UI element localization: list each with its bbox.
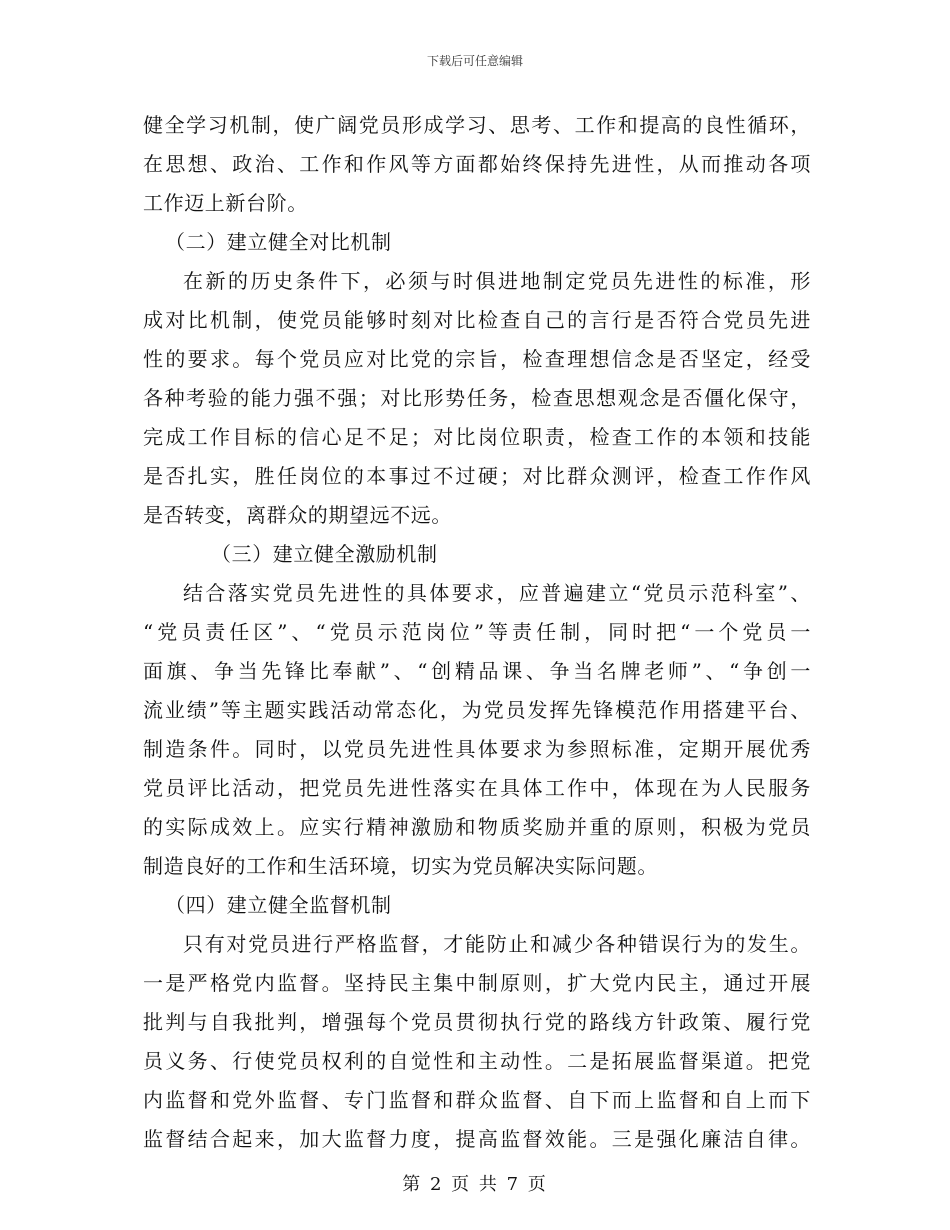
- text-line: 健全学习机制，使广阔党员形成学习、思考、工作和提高的良性循环，: [143, 113, 811, 137]
- section-heading: （二）建立健全对比机制: [165, 230, 392, 254]
- text-line: 完成工作目标的信心足不足；对比岗位职责，检查工作的本领和技能: [143, 425, 811, 449]
- text-line: 性的要求。每个党员应对比党的宗旨，检查理想信念是否坚定，经受: [143, 347, 811, 371]
- text-line: 监督结合起来，加大监督力度，提高监督效能。三是强化廉洁自律。: [143, 1127, 811, 1151]
- text-line: 批判与自我批判，增强每个党员贯彻执行党的路线方针政策、履行党: [143, 1010, 811, 1034]
- paragraph: [143, 262, 811, 535]
- text-line: 是否扎实，胜任岗位的本事过不过硬；对比群众测评，检查工作作风: [143, 464, 811, 488]
- text-line: 党员评比活动，把党员先进性落实在具体工作中，体现在为人民服务: [143, 776, 811, 800]
- text-line: 是否转变，离群众的期望远不远。: [143, 503, 452, 527]
- text-line: 面旗、争当先锋比奉献”、“创精品课、争当名牌老师”、“争创一: [143, 659, 811, 683]
- text-line: 各种考验的能力强不强；对比形势任务，检查思想观念是否僵化保守，: [143, 386, 811, 410]
- paragraph: [143, 925, 811, 1159]
- text-line: 流业绩”等主题实践活动常态化，为党员发挥先锋模范作用搭建平台、: [143, 698, 811, 722]
- section-heading: （三）建立健全激励机制: [211, 542, 438, 566]
- text-line: 在思想、政治、工作和作风等方面都始终保持先进性，从而推动各项: [143, 152, 811, 176]
- text-line: 员义务、行使党员权利的自觉性和主动性。二是拓展监督渠道。把党: [143, 1049, 811, 1073]
- text-line: 制造良好的工作和生活环境，切实为党员解决实际问题。: [143, 854, 658, 878]
- text-line: 成对比机制，使党员能够时刻对比检查自己的言行是否符合党员先进: [143, 308, 811, 332]
- text-line: 的实际成效上。应实行精神激励和物质奖励并重的原则，积极为党员: [143, 815, 811, 839]
- text-line: 制造条件。同时，以党员先进性具体要求为参照标准，定期开展优秀: [143, 737, 811, 761]
- paragraph: [143, 106, 811, 223]
- text-line: “党员责任区”、“党员示范岗位”等责任制，同时把“一个党员一: [143, 620, 811, 644]
- text-line: 结合落实党员先进性的具体要求，应普遍建立“党员示范科室”、: [183, 581, 811, 605]
- text-line: 在新的历史条件下，必须与时俱进地制定党员先进性的标准，形: [183, 269, 811, 293]
- page-number: 第 2 页 共 7 页: [402, 1174, 548, 1195]
- document-body: [143, 106, 811, 1159]
- text-line: 内监督和党外监督、专门监督和群众监督、自下而上监督和自上而下: [143, 1088, 811, 1112]
- text-line: 一是严格党内监督。坚持民主集中制原则，扩大党内民主，通过开展: [143, 971, 811, 995]
- paragraph: [143, 574, 811, 886]
- page-header: 下载后可任意编辑: [426, 54, 523, 68]
- section-heading: （四）建立健全监督机制: [165, 893, 392, 917]
- text-line: 只有对党员进行严格监督，才能防止和减少各种错误行为的发生。: [183, 932, 811, 956]
- text-line: 工作迈上新台阶。: [143, 191, 308, 215]
